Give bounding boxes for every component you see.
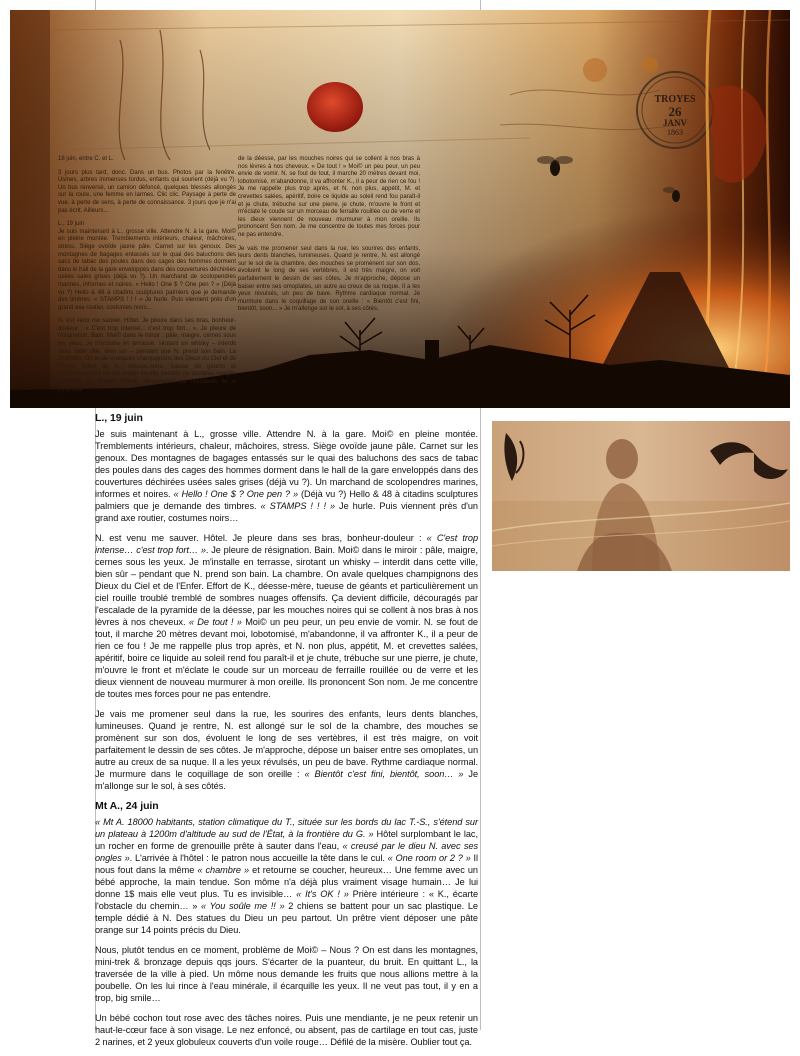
postmark-text [638, 94, 712, 137]
quote-run: « De tout ! » [188, 617, 242, 627]
quote-run: « creusé par le dieu N. avec ses ongles » [95, 841, 478, 863]
text-run: . Je pleure de résignation. Bain. Moi© dans le miroir : pâle, maigre, cernes sous les yeux. Je m'installe en terrasse, sirotant un whisky – interdit dans cette ville, bien sûr – pendant que N. prend son bain. La chambre. On avale quelques champignons des Dieux du Ciel et de l'Enfer. Effort de K., déesse-mère, tueuse de géants et particulièrement un ciel rouille troublé tremblé de sombres nuages offensifs. Ça devient difficile, découragés par l'escalade de la pyramide de la déesse, par les mouches noires qui se collent à nos bras à nos lèvres à nos cheveux. [95, 545, 478, 627]
text-run: Nous, plutôt tendus en ce moment, problème de Moi© – Nous ? On est dans les montagnes, mini-trek & bronzage depuis qqs jours. S'écarter de la puanteur, du bruit. En quittant L., la traversée de la ville à pied. Un môme nous demande les fruits que nous allions mettre à la poubelle. On les lui rince à l'eau minérale, il écarquille les yeux. Il ne veut pas tout, il y en a trop, big smile… [95, 945, 478, 1003]
text-run: Je vais me promener seul dans la rue, les sourires des enfants, leurs dents blanches, lumineuses. Quand je rentre, N. est allongé sur le sol de la chambre, des mouches se promènent sur son dos, évoluent le long de ses vertèbres, il est très maigre, on voit parfaitement le dessin de ses côtes. Je m'approche, dépose un baiser entre ses omoplates, un autre au creux de sa nuque. Il a les yeux révulsés, un peu de bave. Rythme cardiaque normal. Je murmure dans le coquillage de son oreille : [95, 709, 478, 779]
text-run: Hôtel surplombant le lac, un rocher en forme de grenouille prête à sauter dans l'eau, [95, 829, 478, 851]
collage-text-left-3: L., 19 juin [58, 221, 85, 228]
quote-run: « chambre » [197, 865, 250, 875]
quote-run: « One room or 2 ? » [387, 853, 471, 863]
wax-seal [307, 82, 363, 132]
paragraph-4 [95, 816, 478, 936]
text-run: et retourne se coucher, heureux… Une femme avec un bébé approche, la main tendue. Son môme n'a déjà plus vraiment visage humain… Je lui donne 1$ mais elle veut plus. Tu es invisible… [95, 865, 478, 899]
text-run: Je suis maintenant à L., grosse ville. Attendre N. à la gare. Moi© en pleine montée. Tremblements intérieurs, chaleur, mâchoires, stress. Siège ovoïde jaune pâle. Carnet sur les genoux. Des montagnes de bagages entassés sur le quai des baluchons des sacs de tabac des poules dans des cages des hommes dorment dans le hall de la gare enveloppés dans des couvertures déchirées usées sales grises (déjà vu ?). Un marchand de scolopendres marines, informes et noires. [95, 429, 478, 499]
postmark-day: 26 [668, 104, 682, 119]
text-run: Un bébé cochon tout rose avec des tâches noires. Puis une mendiante, je ne peux retenir un haut-le-cœur face à son visage. Le nez enfoncé, ou absent, pas de cartilage en tout cas, juste 2 narines, et 2 yeux globuleux couverts d'un voile rouge… Défilé de la misère. Oublier tout ça. [95, 1013, 478, 1047]
paragraph-5 [95, 944, 478, 1004]
postmark-month: JANV [663, 118, 687, 128]
article-body [95, 412, 478, 1056]
quote-run: « C'est trop intense… c'est trop fort… » [95, 533, 479, 555]
paragraph-1 [95, 428, 478, 524]
text-run: Je m'allonge sur le sol, à ses côtés. [95, 769, 479, 791]
quote-run: « Mt A. 18000 habitants, station climatique du T., située sur les bords du lac T.-S., s'étend sur un plateau à 1200m d'altitude au sud de l'État, à la frontière du G. » [95, 817, 478, 839]
text-run: . L'arrivée à l'hôtel : le patron nous accueille la tête dans le cul. [129, 853, 388, 863]
text-run: 2 chiens se battent pour un sac plastique. Le temple dédié à N. Des statues du Dieu un peu partout. Un prêtre vient déposer une pâte orange sur 14 points précis du Dieu. [95, 901, 478, 935]
quote-run: « STAMPS ! ! ! » [260, 501, 336, 511]
entry-heading-mt-a-24-juin: Mt A., 24 juin [95, 800, 159, 812]
text-run: Il nous fout dans la même [95, 853, 478, 875]
collage-text-left-1: 18 juin, entre C. et L. [58, 156, 114, 162]
paragraph-3 [95, 708, 478, 792]
quote-run: « It's OK ! » [296, 889, 349, 899]
collage-text-left-4: Je suis maintenant à L., grosse ville. Attendre N. à la gare. Moi© en pleine montée. Tremblements intérieurs, chaleur, mâchoires, stress. Siège ovoïde jaune pâle. Carnet sur les genoux. Des montagnes de bagages entassés sur le quai des baluchons des sacs de tabac des poules dans des cages des hommes dorment dans le hall de la gare enveloppés dans des couvertures déchirées usées sales grises (déjà vu ?). Un marchand de scolopendres marines, informes et noires. « Hello ! One $ ? One pen ? » (Déjà vu ?) Hello & 48 à citadins sculptures palmiers que je demande des timbres. « STAMPS ! ! ! » Je hurle. Puis viennent près d'un grand axe routier, costumes noirs... [58, 228, 236, 311]
postmark-year: 1863 [667, 128, 683, 137]
quote-run: « Hello ! One $ ? One pen ? » [173, 489, 299, 499]
collage-text-right-1: de la déesse, par les mouches noires qui se collent à nos bras à nos lèvres à nos cheveux. « De tout ! » Moi© un peu peur, un peu envie de vomir. N. se fout de tout, il marche 20 mètres devant moi, lobotomisé, m'abandonne, il va affronter K., il a peur de rien ce fou ! Je me rappelle plus trop après, et N. non plus, appétit, M. et crevettes salées, apéritif, boire ce liquide au soleil rend fou paraît-il et je chute, trébuche sur une pierre, je chute, m'ouvre le front et m'éclate le coude sur un morceau de ferraille rouillée ou de verre et les dieux viennent de nouveau murmurer à mon oreille. Ils prononcent Son nom. Je me concentre de toutes mes forces pour ne pas entendre. [238, 156, 420, 238]
collage-text-left [58, 156, 236, 400]
collage-text-right [238, 156, 420, 320]
text-run: N. est venu me sauver. Hôtel. Je pleure dans ses bras, bonheur-douleur : [95, 533, 427, 543]
collage-text-left-2: 3 jours plus tard, donc. Dans un bus. Photos par la fenêtre. Usines, arbres immenses tordus, enfants qui sourient (déjà vu ?). Un bus renversé, un camion défoncé, quelques blessés allongés sur la route, une femme en larmes. Clic clic. Paysage à perte de vue, à perte de sens, à perte de connaissance. 3 jours que je n'ai pas écrit. Ailleurs... [58, 169, 236, 214]
text-run: Je hurle. Puis viennent près d'un grand axe routier, costumes noirs… [95, 501, 478, 523]
entry-heading-l-19-juin: L., 19 juin [95, 412, 143, 424]
paragraph-6 [95, 1012, 478, 1048]
postmark-city: TROYES [654, 94, 696, 105]
paragraph-2 [95, 532, 478, 700]
collage-text-right-2: Je vais me promener seul dans la rue, les sourires des enfants, leurs dents blanches, lumineuses. Quand je rentre, N. est allongé sur le sol de la chambre, des mouches se promènent sur son dos, évoluent le long de ses vertèbres, il est très maigre, on voit parfaitement le dessin de ses côtes. Je m'approche, dépose un baiser entre ses omoplates, un autre au creux de sa nuque. Il a les yeux révulsés, un peu de bave. Rythme cardiaque normal. Je murmure dans le coquillage de son oreille : « Bientôt c'est fini, bientôt, soon... » Je m'allonge sur le sol, à ses côtés. [238, 245, 420, 313]
quote-run: « Bientôt c'est fini, bientôt, soon… » [304, 769, 464, 779]
collage-text-left-5: N. est venu me sauver. Hôtel. Je pleure dans ses bras, bonheur-douleur : « C'est trop intense... c'est trop fort... ». Je pleure de résignation. Bain. Moi© dans le miroir : pâle, maigre, cernes sous les yeux. Je m'installe en terrasse, sirotant un whisky – interdit dans cette ville, bien sûr – pendant que N. prend son bain. La chambre. On avale quelques champignons des Dieux du Ciel et de l'Enfer. Effort de K., déesse-mère, tueuse de géants et particulièrement un ciel rouille troublé tremblé de sombres nuages offensifs. Ça devient difficile, découragés par l'escalade de la pyramide [58, 318, 236, 393]
collage-image [10, 10, 790, 408]
text-run: Prière intérieure : « K., écarte l'obstacle du chemin… » [95, 889, 479, 911]
text-run: Moi© un peu peur, un peu envie de vomir. N. se fout de tout, il marche 20 mètres devant moi, lobotomisé, m'abandonne, il va affronter K., il a peur de rien ce fou ! Je me rappelle plus trop après, et N. non plus, appétit, M. et crevettes salées, apéritif, boire ce liquide au soleil rend fou paraît-il et je chute, trébuche sur une pierre, je chute, m'ouvre le front et m'éclate le coude sur un morceau de ferraille rouillée ou de verre et les dieux viennent de nouveau murmurer à mon oreille. Ils prononcent Son nom. Je me concentre de toutes mes forces pour ne pas entendre. [95, 617, 478, 699]
text-run: (Déjà vu ?) Hello & 48 à citadins sculptures palmiers que je demande des timbres. [95, 489, 478, 511]
buddha-image [492, 421, 790, 571]
quote-run: « You soûle me !! » [200, 901, 285, 911]
